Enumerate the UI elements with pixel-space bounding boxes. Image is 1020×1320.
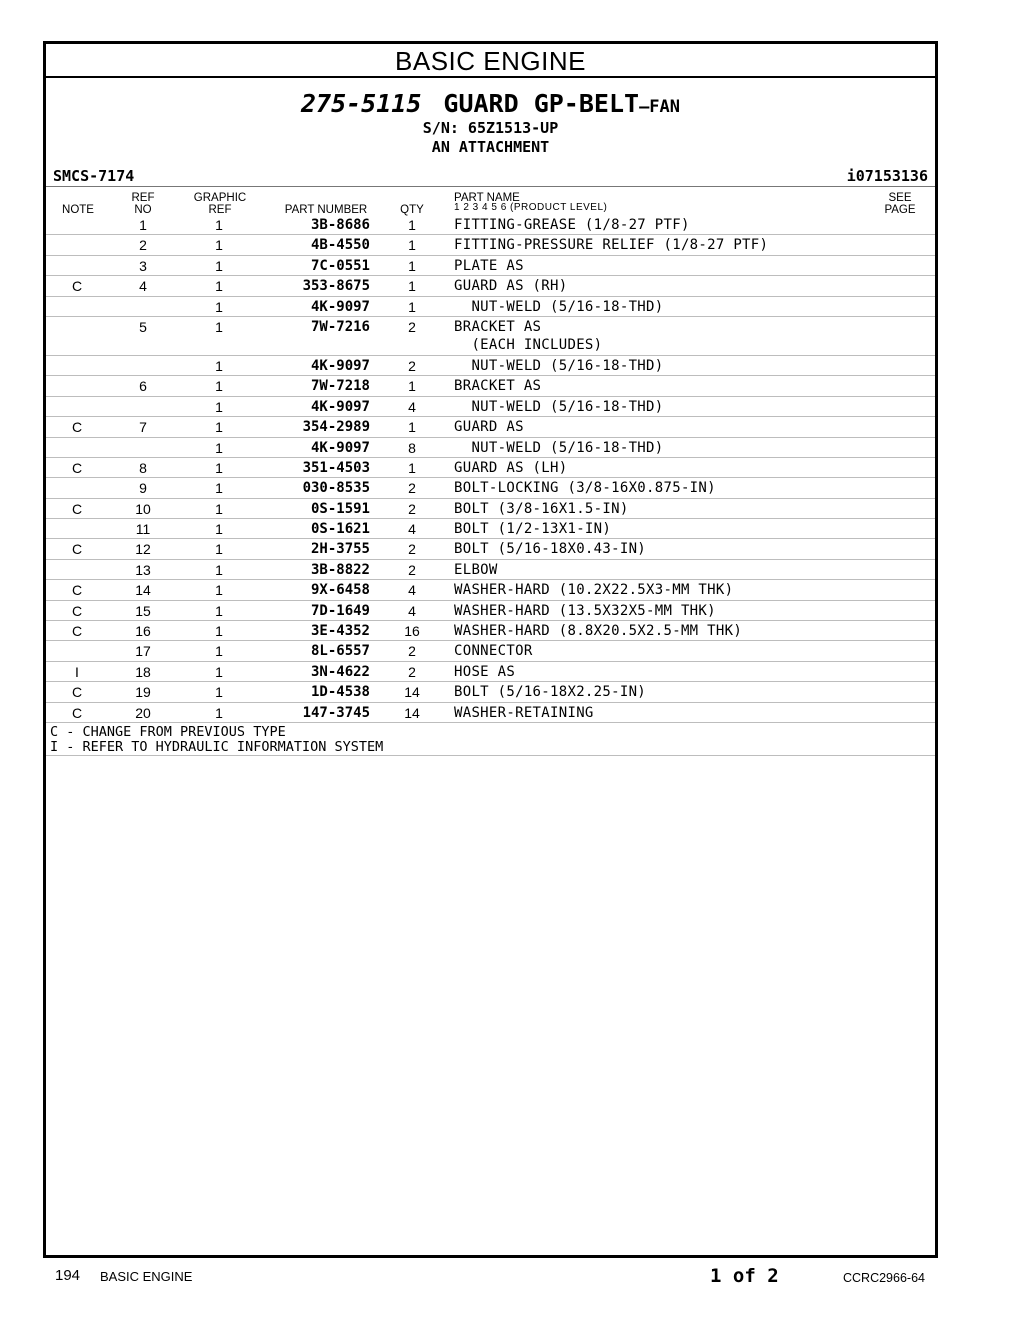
cell-graphic-ref: 1: [215, 298, 223, 315]
cell-qty: 4: [408, 582, 416, 599]
cell-qty: 1: [408, 459, 416, 476]
cell-qty: 1: [408, 217, 416, 233]
cell-graphic-ref: 1: [215, 357, 223, 374]
cell-qty: 2: [408, 500, 416, 517]
cell-part-number: 9X-6458: [310, 582, 370, 599]
cell-ref-no: 7: [139, 419, 147, 436]
cell-ref-no: 20: [135, 704, 151, 721]
group-title: [46, 89, 935, 118]
cell-ref-no: 5: [139, 318, 147, 335]
illustration-id: i07153136: [846, 167, 928, 185]
cell-ref-no: 3: [139, 257, 147, 274]
cell-part-number: 1D-4538: [310, 684, 370, 701]
cell-graphic-ref: 1: [215, 521, 223, 538]
part-name-line: BOLT (3/8-16X1.5-IN): [454, 500, 629, 517]
cell-note: C: [71, 602, 83, 619]
header-ref-bottom: NO: [134, 204, 152, 216]
cell-ref-no: 19: [135, 684, 151, 701]
table-row: [46, 539, 935, 559]
table-row: [46, 560, 935, 580]
cell-part-number: 3B-8686: [310, 217, 370, 233]
cell-note: C: [71, 459, 83, 476]
header-see-page: [880, 192, 920, 216]
cell-ref-no: 16: [135, 623, 151, 640]
part-name-line: WASHER-HARD (13.5X32X5-MM THK): [454, 602, 716, 619]
footer-doc-code: CCRC2966-64: [843, 1271, 925, 1285]
cell-graphic-ref: 1: [215, 500, 223, 517]
smcs-code: SMCS-7174: [53, 167, 135, 185]
cell-part-name: [454, 541, 646, 557]
part-name-line: ELBOW: [454, 561, 498, 578]
cell-graphic-ref: 1: [215, 318, 223, 335]
cell-qty: 2: [408, 480, 416, 497]
part-name-line: WASHER-RETAINING: [454, 704, 594, 721]
cell-qty: 1: [408, 378, 416, 395]
cell-qty: 1: [408, 257, 416, 274]
cell-part-name: [454, 217, 690, 233]
table-row: [46, 601, 935, 621]
cell-part-name: [454, 358, 664, 374]
cell-part-number: 351-4503: [302, 459, 370, 476]
part-name-line: BOLT (5/16-18X2.25-IN): [454, 684, 647, 701]
table-row: [46, 297, 935, 317]
cell-part-name: [454, 419, 524, 435]
cell-note: C: [71, 684, 83, 701]
cell-qty: 4: [408, 602, 416, 619]
cell-note: C: [71, 278, 83, 295]
legend-item: I - REFER TO HYDRAULIC INFORMATION SYSTEM: [50, 738, 384, 755]
cell-qty: 16: [404, 623, 420, 640]
cell-qty: 14: [404, 684, 420, 701]
cell-part-name: [454, 258, 524, 274]
cell-note: C: [71, 419, 83, 436]
cell-part-number: 7D-1649: [310, 602, 370, 619]
table-row: [46, 641, 935, 661]
part-name-line: BOLT-LOCKING (3/8-16X0.875-IN): [454, 480, 716, 497]
cell-ref-no: 8: [139, 459, 147, 476]
cell-part-number: 147-3745: [302, 704, 370, 721]
cell-qty: 2: [408, 318, 416, 335]
cell-ref-no: 6: [139, 378, 147, 395]
cell-part-number: 4K-9097: [310, 298, 370, 315]
part-name-line: NUT-WELD (5/16-18-THD): [454, 398, 664, 415]
cell-part-name: [454, 623, 742, 639]
cell-part-number: 2H-3755: [310, 541, 370, 558]
cell-qty: 4: [408, 521, 416, 538]
part-name-line: WASHER-HARD (10.2X22.5X3-MM THK): [454, 582, 734, 599]
table-row: [46, 356, 935, 376]
cell-ref-no: 11: [135, 521, 151, 538]
part-name-line: BRACKET AS: [454, 378, 542, 395]
table-row: [46, 703, 935, 723]
header-rule: [46, 186, 935, 187]
cell-graphic-ref: 1: [215, 582, 223, 599]
cell-qty: 1: [408, 298, 416, 315]
cell-part-number: 4K-9097: [310, 439, 370, 456]
cell-qty: 8: [408, 439, 416, 456]
cell-qty: 2: [408, 561, 416, 578]
cell-qty: 2: [408, 541, 416, 558]
table-row: [46, 235, 935, 255]
cell-part-name: [454, 643, 533, 659]
header-product-levels: 1 2 3 4 5 6 (PRODUCT LEVEL): [454, 202, 608, 213]
cell-part-number: 7W-7218: [310, 378, 370, 395]
cell-part-name: [454, 664, 515, 680]
cell-note: C: [71, 704, 83, 721]
cell-part-number: 4B-4550: [310, 237, 370, 254]
cell-qty: 1: [408, 278, 416, 295]
cell-graphic-ref: 1: [215, 257, 223, 274]
cell-part-name: [454, 278, 567, 294]
table-row: [46, 276, 935, 296]
header-part-number: PART NUMBER: [284, 204, 368, 216]
cell-part-number: 353-8675: [302, 278, 370, 295]
cell-note: C: [71, 582, 83, 599]
cell-graphic-ref: 1: [215, 237, 223, 254]
cell-part-name: [454, 299, 664, 315]
cell-qty: 14: [404, 704, 420, 721]
cell-qty: 1: [408, 419, 416, 436]
header-note: NOTE: [62, 204, 94, 216]
cell-part-name: [454, 582, 733, 598]
part-name-line: GUARD AS: [454, 419, 524, 436]
footer-page-number: 194: [55, 1267, 81, 1284]
header-part-name: PART NAME: [454, 192, 520, 204]
cell-part-number: 354-2989: [302, 419, 370, 436]
cell-part-number: 3E-4352: [310, 623, 370, 640]
cell-graphic-ref: 1: [215, 378, 223, 395]
cell-graphic-ref: 1: [215, 663, 223, 680]
cell-ref-no: 9: [139, 480, 147, 497]
cell-part-name: [454, 237, 768, 253]
table-row: [46, 682, 935, 702]
cell-graphic-ref: 1: [215, 480, 223, 497]
table-row: [46, 417, 935, 437]
cell-part-name: [454, 319, 602, 353]
part-name-line: GUARD AS (LH): [454, 459, 568, 476]
cell-ref-no: 12: [135, 541, 151, 558]
part-name-line: BRACKET AS: [454, 318, 542, 335]
cell-part-number: 3B-8822: [310, 561, 370, 578]
footer-page-count: 1 of 2: [710, 1265, 779, 1287]
cell-note: C: [71, 623, 83, 640]
table-row: [46, 580, 935, 600]
group-name: GUARD GP-BELT: [443, 89, 640, 118]
cell-graphic-ref: 1: [215, 419, 223, 436]
table-row: [46, 256, 935, 276]
part-name-line: GUARD AS (RH): [454, 278, 568, 295]
cell-qty: 1: [408, 237, 416, 254]
header-graphic-ref: [188, 192, 252, 216]
cell-part-name: [454, 378, 541, 394]
table-row: [46, 458, 935, 478]
header-see-top: SEE: [888, 192, 912, 204]
cell-part-number: 030-8535: [302, 480, 370, 497]
cell-graphic-ref: 1: [215, 439, 223, 456]
cell-ref-no: 2: [139, 237, 147, 254]
table-row: [46, 317, 935, 356]
part-name-line: BOLT (5/16-18X0.43-IN): [454, 541, 647, 558]
cell-graphic-ref: 1: [215, 643, 223, 660]
group-number: 275-5115: [300, 89, 422, 118]
cell-part-number: 0S-1621: [310, 521, 370, 538]
cell-ref-no: 17: [135, 643, 151, 660]
cell-graphic-ref: 1: [215, 704, 223, 721]
cell-part-number: 4K-9097: [310, 357, 370, 374]
cell-part-name: [454, 480, 716, 496]
header-ref: [128, 192, 158, 216]
cell-qty: 2: [408, 663, 416, 680]
cell-part-number: 8L-6557: [310, 643, 370, 660]
cell-part-number: 7C-0551: [310, 257, 370, 274]
cell-part-name: [454, 562, 498, 578]
cell-ref-no: 18: [135, 663, 151, 680]
table-row: [46, 397, 935, 417]
cell-note: C: [71, 500, 83, 517]
part-name-continuation: (EACH INCLUDES): [454, 336, 603, 353]
section-title: BASIC ENGINE: [46, 44, 935, 78]
cell-graphic-ref: 1: [215, 459, 223, 476]
table-row: [46, 519, 935, 539]
cell-part-number: 0S-1591: [310, 500, 370, 517]
cell-qty: 4: [408, 398, 416, 415]
table-row: [46, 621, 935, 641]
part-name-line: NUT-WELD (5/16-18-THD): [454, 439, 664, 456]
header-ref-top: REF: [131, 192, 155, 204]
cell-part-name: [454, 460, 567, 476]
cell-part-name: [454, 399, 664, 415]
header-graphic-top: GRAPHIC: [193, 192, 247, 204]
cell-ref-no: 15: [135, 602, 151, 619]
table-row: [46, 438, 935, 458]
cell-part-name: [454, 705, 594, 721]
cell-part-name: [454, 684, 646, 700]
cell-ref-no: 14: [135, 582, 151, 599]
cell-part-number: 4K-9097: [310, 398, 370, 415]
cell-graphic-ref: 1: [215, 623, 223, 640]
note-legend: [46, 723, 935, 756]
cell-ref-no: 10: [135, 500, 151, 517]
group-type: AN ATTACHMENT: [431, 138, 550, 156]
table-row: [46, 215, 935, 235]
parts-table: [46, 215, 935, 756]
parts-page-frame: [43, 41, 938, 1258]
part-name-line: FITTING-GREASE (1/8-27 PTF): [454, 217, 690, 233]
part-name-line: CONNECTOR: [454, 643, 533, 660]
header-graphic-bottom: REF: [208, 204, 232, 216]
header-qty: QTY: [400, 204, 424, 216]
part-name-line: WASHER-HARD (8.8X20.5X2.5-MM THK): [454, 623, 743, 640]
cell-graphic-ref: 1: [215, 561, 223, 578]
cell-note: I: [75, 663, 79, 680]
part-name-line: NUT-WELD (5/16-18-THD): [454, 357, 664, 374]
part-name-line: PLATE AS: [454, 257, 524, 274]
cell-part-name: [454, 521, 611, 537]
cell-qty: 2: [408, 357, 416, 374]
cell-graphic-ref: 1: [215, 541, 223, 558]
cell-ref-no: 1: [139, 217, 147, 233]
cell-part-name: [454, 501, 629, 517]
part-name-line: NUT-WELD (5/16-18-THD): [454, 298, 664, 315]
cell-graphic-ref: 1: [215, 278, 223, 295]
group-suffix: —FAN: [639, 97, 681, 117]
legend-item: C - CHANGE FROM PREVIOUS TYPE: [50, 723, 286, 740]
table-row: [46, 376, 935, 396]
cell-qty: 2: [408, 643, 416, 660]
part-name-line: BOLT (1/2-13X1-IN): [454, 521, 612, 538]
part-name-line: HOSE AS: [454, 663, 516, 680]
table-row: [46, 662, 935, 682]
serial-number: S/N: 65Z1513-UP: [422, 119, 559, 137]
header-see-bottom: PAGE: [884, 204, 916, 216]
cell-part-number: 3N-4622: [310, 663, 370, 680]
part-name-line: FITTING-PRESSURE RELIEF (1/8-27 PTF): [454, 237, 769, 254]
table-row: [46, 499, 935, 519]
cell-graphic-ref: 1: [215, 684, 223, 701]
cell-ref-no: 4: [139, 278, 147, 295]
cell-graphic-ref: 1: [215, 602, 223, 619]
table-row: [46, 478, 935, 498]
cell-note: C: [71, 541, 83, 558]
footer-section: BASIC ENGINE: [100, 1269, 193, 1284]
cell-ref-no: 13: [135, 561, 151, 578]
cell-part-number: 7W-7216: [310, 318, 370, 335]
cell-part-name: [454, 603, 716, 619]
cell-graphic-ref: 1: [215, 217, 223, 233]
cell-part-name: [454, 440, 664, 456]
cell-graphic-ref: 1: [215, 398, 223, 415]
